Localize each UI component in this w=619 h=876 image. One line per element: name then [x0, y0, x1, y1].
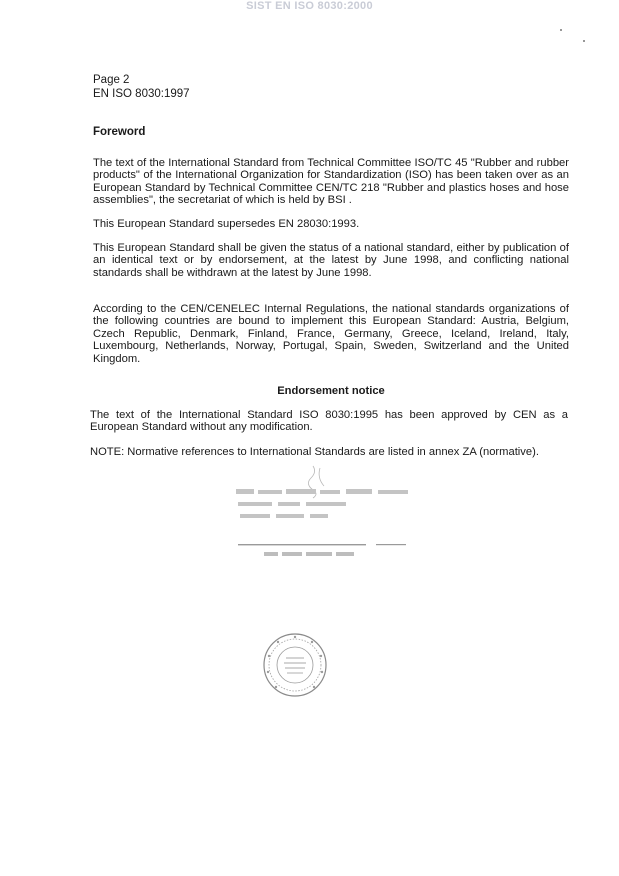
foreword-paragraph-1: The text of the International Standard from Technical Committee ISO/TC 45 "Rubber and rubber products" of the International Organization for Standardization (ISO) has been taken over as an European Standard by Technical Committee CEN/TC 218 "Rubber and plastics hoses and hose assemblies", the secretariat of which is held by BSI .	[93, 157, 569, 207]
round-seal-image	[260, 630, 330, 700]
page-number: Page 2	[93, 74, 130, 86]
foreword-paragraph-2: This European Standard supersedes EN 28030:1993.	[93, 218, 360, 230]
foreword-paragraph-4: According to the CEN/CENELEC Internal Regulations, the national standards organizations of the following countries are bound to implement this European Standard: Austria, Belgium, Czech Republic, Denmark, Finland, France, Germany, Greece, Iceland, Ireland, Italy, Luxembourg, Netherlands, Norway, Portugal, Spain, Sweden, Switzerland and the United Kingdom.	[93, 303, 569, 365]
scan-speck	[560, 29, 562, 31]
watermark-text: SIST EN ISO 8030:2000	[246, 0, 373, 12]
foreword-paragraph-3: This European Standard shall be given the status of a national standard, either by publication of an identical text or by endorsement, at the latest by June 1998, and conflicting national standards shall be withdrawn at the latest by June 1998.	[93, 242, 569, 279]
endorsement-paragraph: The text of the International Standard ISO 8030:1995 has been approved by CEN as a European Standard without any modification.	[90, 409, 568, 434]
page-header	[93, 73, 190, 101]
endorsement-heading: Endorsement notice	[277, 385, 385, 397]
scan-speck	[583, 40, 585, 42]
normative-note: NOTE: Normative references to International Standards are listed in annex ZA (normative).	[90, 446, 539, 458]
standard-reference: EN ISO 8030:1997	[93, 88, 190, 100]
foreword-heading: Foreword	[93, 126, 146, 138]
faded-stamp-image	[228, 462, 418, 562]
